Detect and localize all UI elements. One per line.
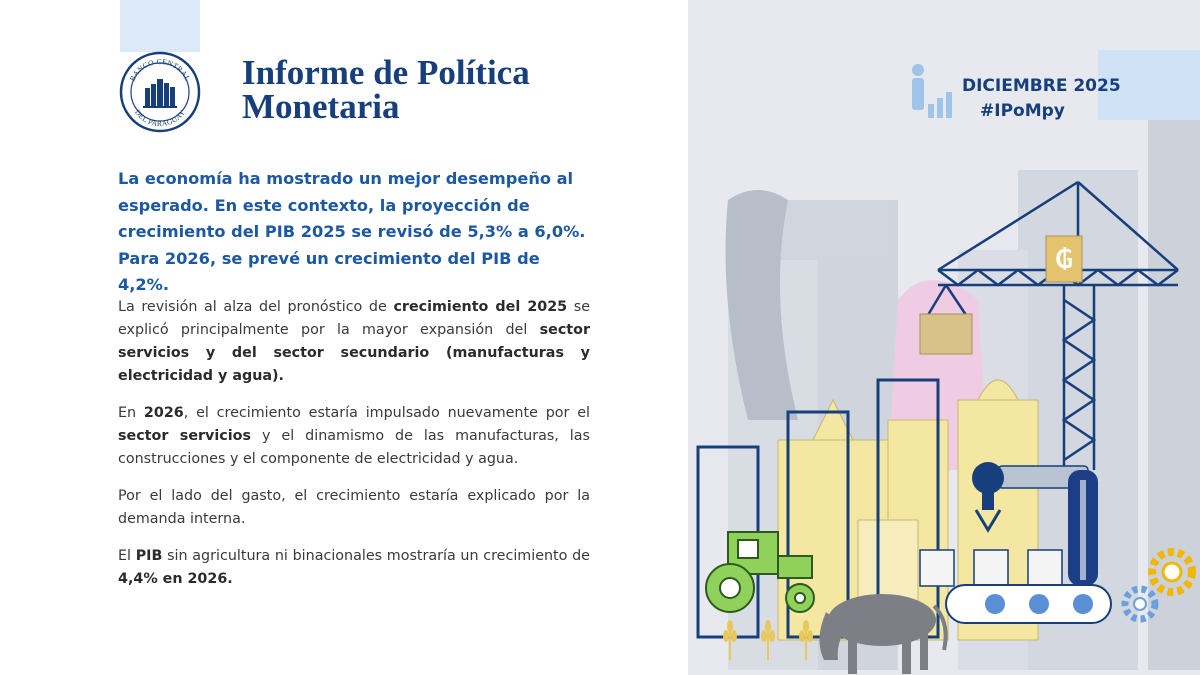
logo-bottom-text: DEL PARAGUAY	[133, 107, 187, 129]
page-title	[242, 53, 530, 126]
p2-bold-b: 2026	[143, 405, 184, 421]
p2-bold-d: sector servicios	[118, 428, 251, 444]
bcp-logo	[118, 50, 202, 134]
p2-text-a: En	[118, 405, 144, 421]
top-accent-tab	[120, 0, 200, 52]
growth-chart-icon	[912, 64, 952, 118]
guarani-currency-icon: ₲	[1054, 245, 1074, 275]
p1-bold-d: sector servicios y del sector secundario (manufacturas y electricidad y agua).	[118, 322, 590, 384]
p1-bold-b: crecimiento del 2025	[393, 299, 568, 315]
p1-text-a: La revisión al alza del pronóstico de	[118, 299, 394, 315]
illustration-panel	[688, 0, 1200, 675]
paragraph-1	[118, 296, 590, 388]
title-line-2: Monetaria	[242, 87, 400, 126]
conveyor-boxes	[920, 550, 1062, 586]
paragraph-2	[118, 402, 590, 471]
p1-text-c: se explicó principalmente por la mayor expansión del	[118, 299, 590, 338]
paragraph-4	[118, 545, 590, 591]
title-line-1: Informe de Política	[242, 53, 530, 92]
lead-line-2: esperado. En este contexto, la proyección de	[118, 195, 530, 215]
badge-hashtag: #IPoMpy	[980, 101, 1065, 121]
p2-text-c: , el crecimiento estaría impulsado nuevamente por el	[183, 405, 591, 421]
p4-text-a: El	[118, 548, 136, 564]
body-text	[118, 296, 590, 605]
economy-illustration	[688, 0, 1200, 675]
lead-line-3: crecimiento del PIB 2025 se revisó de 5,3% a 6,0%.	[118, 222, 586, 241]
p2-text-e: y el dinamismo de las manufacturas, las construcciones y el componente de electricidad y agua.	[118, 428, 590, 467]
p4-bold-d: 4,4% en 2026.	[118, 571, 233, 587]
crane-load-box	[920, 314, 972, 354]
logo-top-text: BANCO CENTRAL	[127, 56, 193, 83]
paragraph-3: Por el lado del gasto, el crecimiento estaría explicado por la demanda interna.	[118, 488, 590, 527]
p4-bold-b: PIB	[135, 548, 163, 564]
conveyor-belt	[946, 585, 1111, 623]
lead-line-1: La economía ha mostrado un mejor desempeño al	[118, 169, 574, 188]
lead-paragraph	[118, 166, 590, 299]
p4-text-c: sin agricultura ni binacionales mostraría un crecimiento de	[162, 548, 590, 564]
lead-line-4: Para 2026, se prevé un crecimiento del PIB de 4,2%.	[118, 248, 540, 294]
badge-date: DICIEMBRE 2025	[962, 76, 1121, 96]
